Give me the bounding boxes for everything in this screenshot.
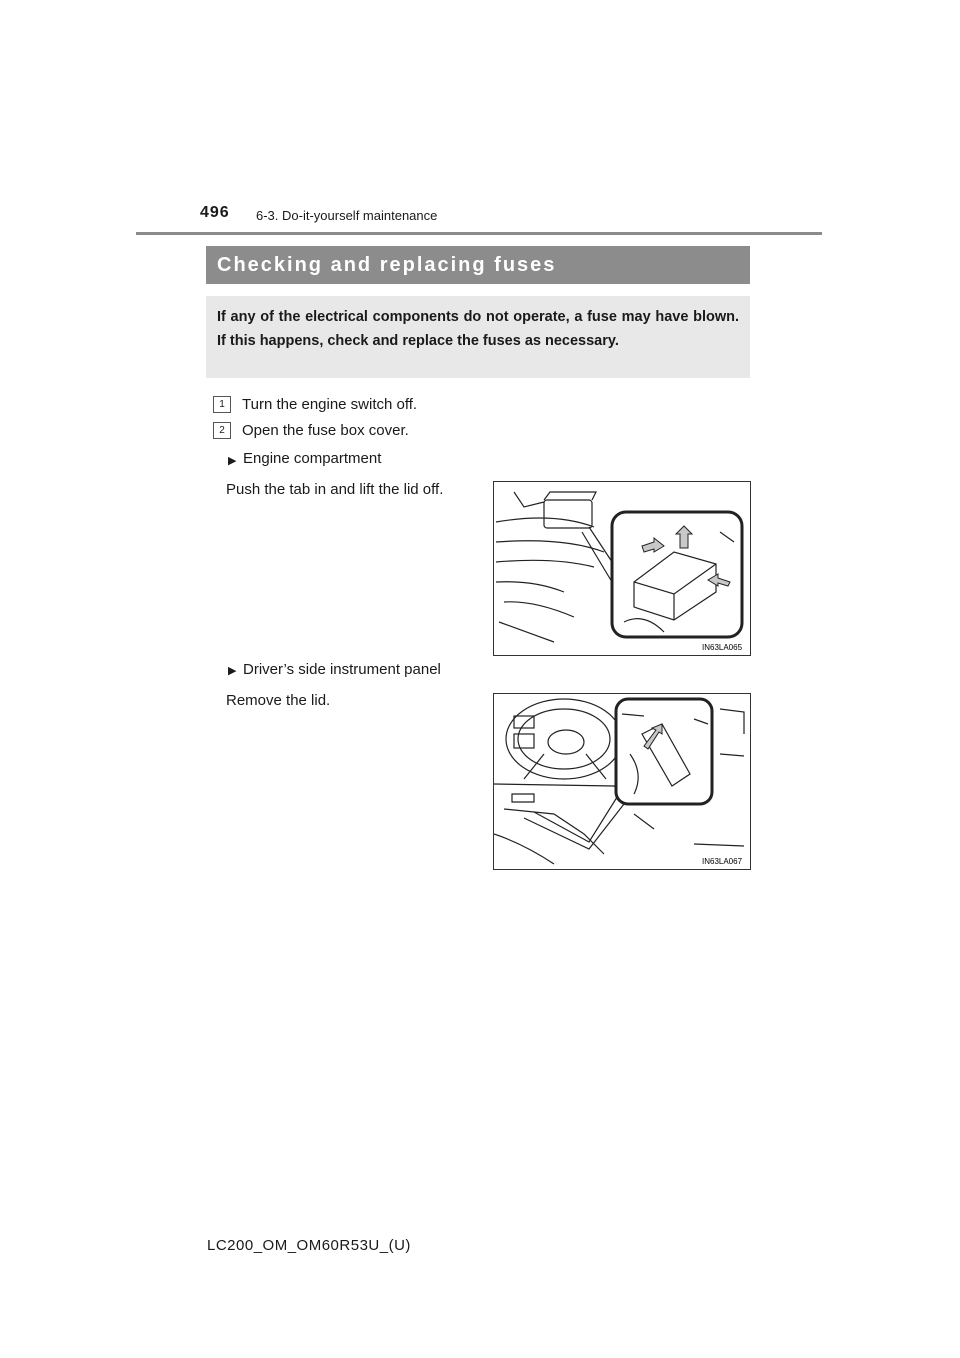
title-bar <box>206 246 750 284</box>
subsection-heading-engine: Engine compartment <box>243 450 382 467</box>
instruction-engine: Push the tab in and lift the lid off. <box>226 481 444 498</box>
step-2-text: Open the fuse box cover. <box>242 422 409 439</box>
step-1-text: Turn the engine switch off. <box>242 396 418 413</box>
step-2-number: 2 <box>213 422 231 439</box>
footer-code: LC200_OM_OM60R53U_(U) <box>207 1237 411 1254</box>
subsection-heading-instrument-panel: Driver’s side instrument panel <box>243 661 441 678</box>
image-code-instrument-panel: IN63LA067 <box>702 857 743 866</box>
section-header: 6-3. Do-it-yourself maintenance <box>256 208 438 223</box>
instrument-panel-fuse-illustration <box>493 693 751 870</box>
intro-box <box>206 296 750 378</box>
page-number: 496 <box>200 204 230 221</box>
header-rule <box>136 232 822 235</box>
step-1-number: 1 <box>213 396 231 413</box>
bullet-icon: ▶ <box>228 665 237 677</box>
intro-text: If any of the electrical components do not operate, a fuse may have blown. If this happens, check and replace the fuses as necessary. <box>217 309 739 349</box>
instruction-instrument-panel: Remove the lid. <box>226 692 331 709</box>
page-title: Checking and replacing fuses <box>217 254 557 276</box>
image-code-engine: IN63LA065 <box>702 643 743 652</box>
engine-fuse-box-illustration <box>493 481 751 656</box>
bullet-icon: ▶ <box>228 455 237 467</box>
